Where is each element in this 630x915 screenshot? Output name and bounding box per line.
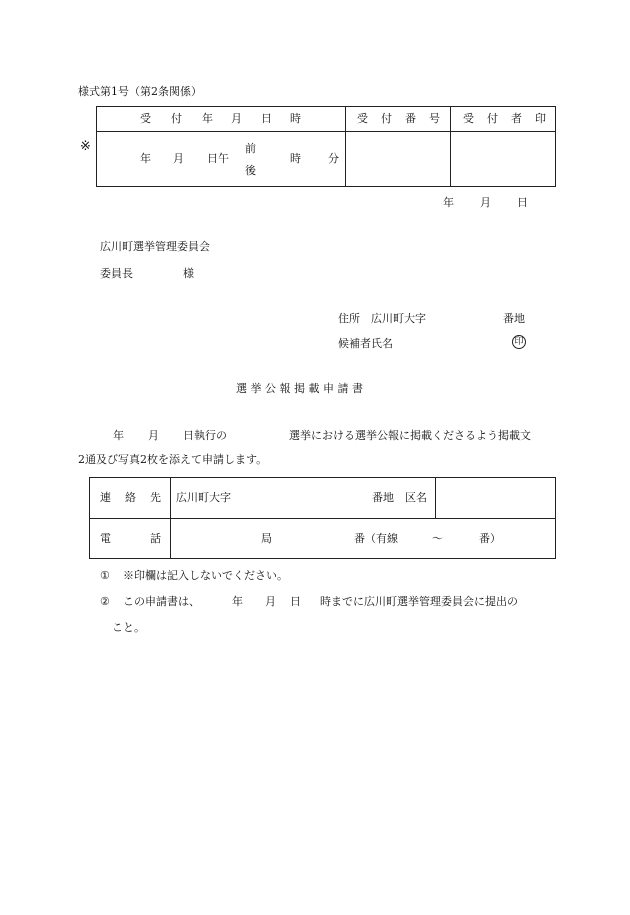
date-year: 年 bbox=[443, 196, 454, 209]
date-day: 日 bbox=[517, 196, 528, 209]
note2-year: 年 bbox=[232, 595, 243, 608]
body-month: 月 bbox=[148, 429, 159, 442]
date-month: 月 bbox=[480, 196, 491, 209]
note2-day: 日 bbox=[290, 595, 301, 608]
header-datetime: 受 bbox=[140, 112, 151, 125]
contact-label-char: 連 bbox=[100, 491, 111, 504]
reception-year: 年 bbox=[140, 152, 151, 165]
candidate-name-label: 候補者氏名 bbox=[338, 337, 393, 350]
header-datetime-char: 日 bbox=[261, 112, 272, 125]
phone-tilde: ～ bbox=[432, 532, 443, 545]
note1-mark: ① bbox=[100, 569, 110, 582]
phone-ban-yusen: 番（有線 bbox=[354, 532, 398, 545]
header-stamp-char: 受 bbox=[463, 112, 474, 125]
reception-month: 月 bbox=[173, 152, 184, 165]
form-number: 様式第1号（第2条関係） bbox=[78, 85, 202, 98]
addressee-org: 広川町選挙管理委員会 bbox=[100, 240, 210, 253]
contact-address: 広川町大字 bbox=[176, 491, 231, 504]
contact-label-char: 先 bbox=[150, 491, 161, 504]
address-value: 広川町大字 bbox=[371, 312, 426, 325]
reception-minute: 分 bbox=[328, 152, 339, 165]
phone-kyoku: 局 bbox=[261, 532, 272, 545]
header-datetime-char: 付 bbox=[171, 112, 182, 125]
reception-hour: 時 bbox=[290, 152, 301, 165]
reception-day-am: 日午 bbox=[207, 152, 229, 165]
phone-label-char: 電 bbox=[100, 532, 111, 545]
header-number-char: 号 bbox=[429, 112, 440, 125]
address-label: 住所 bbox=[338, 312, 360, 325]
header-datetime-char: 時 bbox=[290, 112, 301, 125]
phone-label-char: 話 bbox=[150, 532, 161, 545]
seal-mark bbox=[512, 335, 526, 349]
header-number-char: 番 bbox=[405, 112, 416, 125]
header-datetime-char: 年 bbox=[202, 112, 213, 125]
reserved-mark: ※ bbox=[80, 139, 91, 154]
phone-ban-end: 番） bbox=[479, 532, 501, 545]
contact-banchi-ku: 番地 区名 bbox=[372, 491, 427, 504]
body-rest: 選挙における選挙公報に掲載くださるよう掲載文 bbox=[289, 429, 531, 442]
note1-text: ※印欄は記入しないでください。 bbox=[123, 569, 288, 582]
note2-part-a: この申請書は、 bbox=[123, 595, 200, 608]
header-number-char: 受 bbox=[357, 112, 368, 125]
header-stamp-char: 印 bbox=[535, 112, 546, 125]
reception-go: 後 bbox=[245, 164, 256, 177]
address-banchi: 番地 bbox=[503, 312, 525, 325]
header-number-char: 付 bbox=[381, 112, 392, 125]
header-datetime-char: 月 bbox=[231, 112, 242, 125]
contact-label-char: 絡 bbox=[125, 491, 136, 504]
seal-text: 印 bbox=[514, 336, 524, 347]
note2-part-b: 時までに広川町選挙管理委員会に提出の bbox=[320, 595, 518, 608]
header-stamp-char: 者 bbox=[511, 112, 522, 125]
note2-month: 月 bbox=[265, 595, 276, 608]
note2-part-c: こと。 bbox=[112, 621, 145, 634]
body-day-exec: 日執行の bbox=[183, 429, 227, 442]
addressee-title: 委員長 bbox=[100, 267, 133, 280]
body-line2: 2通及び写真2枚を添えて申請します。 bbox=[78, 453, 268, 466]
addressee-honorific: 様 bbox=[183, 267, 194, 280]
document-title: 選 挙 公 報 掲 載 申 請 書 bbox=[236, 382, 363, 395]
reception-zen: 前 bbox=[245, 142, 256, 155]
note2-mark: ② bbox=[100, 595, 110, 608]
header-stamp-char: 付 bbox=[487, 112, 498, 125]
body-year: 年 bbox=[113, 429, 124, 442]
